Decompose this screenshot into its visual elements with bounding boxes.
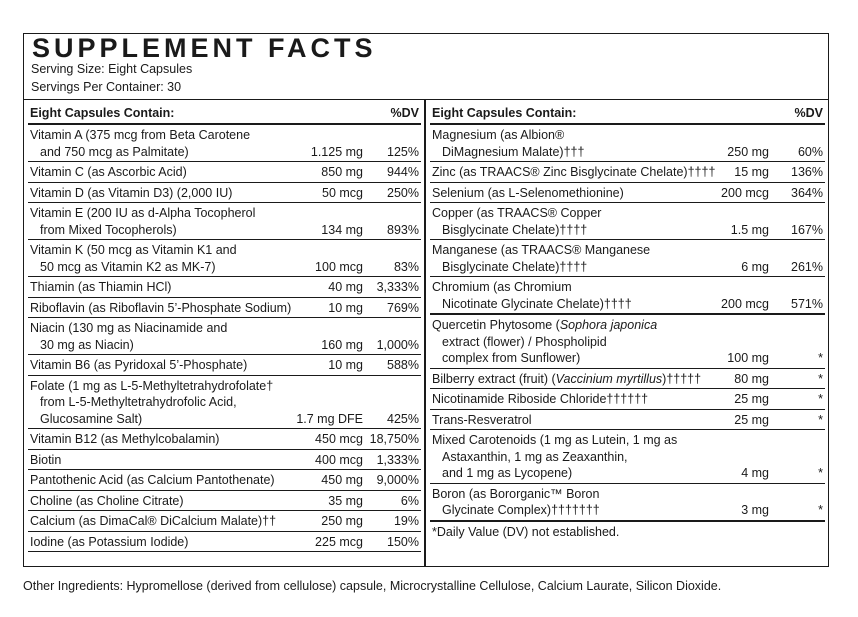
nutrient-name-line: Glucosamine Salt) (40, 411, 143, 426)
nutrient-row (430, 315, 825, 369)
left-column-header (28, 105, 421, 125)
nutrient-amount: 450 mg (321, 473, 363, 487)
nutrient-name-line: Vitamin K (50 mcg as Vitamin K1 and (30, 243, 237, 257)
nutrient-dv: 944% (387, 165, 419, 179)
nutrient-name-line: Folate (1 mg as L-5-Methyltetrahydrofolate† (30, 378, 274, 393)
nutrient-row (28, 511, 421, 532)
nutrient-amount: 40 mg (328, 280, 363, 294)
right-column-header (430, 105, 825, 125)
nutrient-amount: 10 mg (328, 358, 363, 372)
nutrient-row (28, 470, 421, 491)
nutrient-amount: 35 mg (328, 493, 363, 508)
nutrient-name-line: Zinc (as TRAACS® Zinc Bisglycinate Chelate)†††† (432, 165, 716, 179)
nutrient-name-line: Pantothenic Acid (as Calcium Pantothenate) (30, 473, 275, 487)
nutrient-name-line: Biotin (30, 452, 62, 467)
nutrient-row (28, 240, 421, 277)
nutrient-dv: 60% (797, 144, 823, 159)
nutrient-dv: * (818, 503, 823, 517)
nutrient-amount: 1.125 mg (310, 144, 363, 159)
nutrient-row (28, 277, 421, 298)
nutrient-row (28, 355, 421, 376)
nutrient-row (28, 183, 421, 204)
nutrient-name-line: 50 mcg as Vitamin K2 as MK-7) (40, 259, 216, 274)
nutrient-name-line: from L-5-Methyltetrahydrofolic Acid, (40, 395, 237, 409)
nutrient-row (28, 491, 421, 512)
left-contain-header: Eight Capsules Contain: (30, 106, 175, 120)
nutrient-dv: 19% (393, 514, 419, 528)
nutrient-dv: 250% (387, 185, 419, 200)
nutrient-dv: * (818, 371, 823, 386)
nutrient-dv: 167% (791, 222, 823, 237)
nutrient-name-line: Glycinate Complex)††††††† (442, 503, 600, 517)
right-contain-header: Eight Capsules Contain: (432, 106, 577, 120)
nutrient-amount: 134 mg (321, 222, 363, 237)
nutrient-dv: 261% (791, 259, 823, 274)
supplement-facts-panel (23, 33, 829, 567)
nutrient-row (28, 450, 421, 471)
nutrient-amount: 10 mg (328, 300, 363, 315)
nutrient-amount: 850 mg (321, 165, 363, 179)
nutrient-dv: * (818, 392, 823, 406)
nutrient-name-line: Nicotinate Glycinate Chelate)†††† (442, 296, 632, 311)
nutrient-name-line: Vitamin C (as Ascorbic Acid) (30, 165, 187, 179)
nutrient-dv: 769% (387, 300, 419, 315)
dv-footnote: *Daily Value (DV) not established. (432, 524, 620, 539)
nutrient-dv: 83% (393, 259, 419, 274)
nutrient-row (28, 162, 421, 183)
left-dv-header: %DV (390, 106, 419, 120)
nutrient-amount: 25 mg (734, 392, 769, 406)
nutrient-amount: 400 mcg (315, 452, 363, 467)
nutrient-name-line: Trans-Resveratrol (432, 412, 532, 427)
nutrient-row (28, 203, 421, 240)
nutrient-amount: 80 mg (734, 371, 769, 386)
nutrient-name-line: Copper (as TRAACS® Copper (432, 206, 602, 220)
nutrient-name-line: Choline (as Choline Citrate) (30, 493, 184, 508)
nutrient-row (430, 484, 825, 522)
nutrient-name-line: Vitamin B6 (as Pyridoxal 5’-Phosphate) (30, 358, 248, 372)
servings-per-container: Servings Per Container: 30 (31, 80, 182, 94)
nutrient-amount: 6 mg (741, 259, 769, 274)
nutrient-dv: 150% (387, 534, 419, 549)
nutrient-dv: 1,000% (376, 337, 419, 352)
nutrient-name-line: from Mixed Tocopherols) (40, 222, 177, 237)
header-rule (24, 99, 828, 100)
nutrient-name-line: DiMagnesium Malate)††† (442, 144, 585, 159)
nutrient-amount: 250 mg (727, 144, 769, 159)
nutrient-name-line: Quercetin Phytosome (Sophora japonica (432, 318, 658, 332)
nutrient-dv: 588% (387, 358, 419, 372)
panel-title: SUPPLEMENT FACTS (32, 33, 377, 63)
nutrient-name-line: complex from Sunflower) (442, 351, 581, 365)
nutrient-dv: 571% (791, 296, 823, 311)
column-divider (424, 100, 426, 566)
right-dv-header: %DV (794, 106, 823, 120)
nutrient-dv: * (818, 351, 823, 365)
nutrient-row (28, 318, 421, 355)
nutrient-name-line: Riboflavin (as Riboflavin 5’-Phosphate Sodium) (30, 300, 292, 315)
nutrient-name-line: Astaxanthin, 1 mg as Zeaxanthin, (442, 449, 628, 464)
nutrient-amount: 15 mg (734, 165, 769, 179)
nutrient-name-line: and 1 mg as Lycopene) (442, 466, 573, 480)
nutrient-name-line: Calcium (as DimaCal® DiCalcium Malate)†† (30, 514, 277, 528)
nutrient-name-line: Mixed Carotenoids (1 mg as Lutein, 1 mg as (432, 433, 678, 447)
nutrient-amount: 25 mg (734, 412, 769, 427)
nutrient-name-line: Manganese (as TRAACS® Manganese (432, 243, 651, 257)
left-rows (28, 125, 421, 552)
nutrient-name-line: Selenium (as L-Selenomethionine) (432, 185, 624, 200)
left-column (28, 105, 421, 552)
nutrient-name-line: 30 mg as Niacin) (40, 337, 134, 352)
nutrient-name-line: Vitamin D (as Vitamin D3) (2,000 IU) (30, 185, 233, 200)
nutrient-row (430, 389, 825, 410)
nutrient-row (28, 125, 421, 162)
nutrient-name-line: Vitamin B12 (as Methylcobalamin) (30, 432, 220, 446)
nutrient-name-line: Magnesium (as Albion® (432, 128, 565, 142)
nutrient-dv: 9,000% (376, 473, 419, 487)
nutrient-row (430, 369, 825, 390)
nutrient-name-line: Bisglycinate Chelate)†††† (442, 222, 588, 237)
nutrient-dv: 3,333% (376, 280, 419, 294)
nutrient-amount: 3 mg (741, 503, 769, 517)
nutrient-amount: 200 mcg (721, 185, 769, 200)
nutrient-name-line: Vitamin A (375 mcg from Beta Carotene (30, 128, 251, 142)
nutrient-row (28, 298, 421, 319)
nutrient-dv: 136% (791, 165, 823, 179)
nutrient-dv: 18,750% (369, 432, 419, 446)
nutrient-row (430, 410, 825, 431)
nutrient-name-line: extract (flower) / Phospholipid (442, 334, 607, 349)
right-column (430, 105, 825, 540)
nutrient-dv: 6% (400, 493, 419, 508)
nutrient-name-line: Bilberry extract (fruit) (Vaccinium myrtillus)††††† (432, 371, 702, 386)
nutrient-amount: 250 mg (321, 514, 363, 528)
nutrient-row (430, 240, 825, 277)
nutrient-row (430, 162, 825, 183)
nutrient-name-line: Boron (as Bororganic™ Boron (432, 486, 600, 501)
nutrient-dv: * (818, 412, 823, 427)
nutrient-row (430, 203, 825, 240)
nutrient-row (430, 125, 825, 162)
nutrient-name-line: Chromium (as Chromium (432, 280, 572, 294)
nutrient-amount: 100 mcg (315, 259, 363, 274)
nutrient-dv: 125% (387, 144, 419, 159)
nutrient-name-line: Bisglycinate Chelate)†††† (442, 259, 588, 274)
nutrient-name-line: and 750 mcg as Palmitate) (40, 144, 189, 159)
nutrient-row (430, 277, 825, 315)
nutrient-amount: 450 mcg (315, 432, 363, 446)
nutrient-amount: 1.7 mg DFE (296, 411, 363, 426)
nutrient-amount: 225 mcg (315, 534, 363, 549)
nutrient-name-line: Nicotinamide Riboside Chloride†††††† (432, 392, 649, 406)
right-rows (430, 125, 825, 522)
nutrient-row (28, 429, 421, 450)
nutrient-dv: * (818, 466, 823, 480)
nutrient-row (28, 532, 421, 553)
nutrient-dv: 364% (791, 185, 823, 200)
nutrient-name-line: Niacin (130 mg as Niacinamide and (30, 321, 228, 335)
nutrient-row (430, 430, 825, 484)
nutrient-amount: 50 mcg (322, 185, 363, 200)
nutrient-dv: 893% (387, 222, 419, 237)
nutrient-amount: 200 mcg (721, 296, 769, 311)
nutrient-amount: 160 mg (321, 337, 363, 352)
nutrient-amount: 100 mg (727, 351, 769, 365)
nutrient-name-line: Vitamin E (200 IU as d-Alpha Tocopherol (30, 206, 256, 220)
nutrient-name-line: Iodine (as Potassium Iodide) (30, 534, 189, 549)
nutrient-name-line: Thiamin (as Thiamin HCl) (30, 280, 172, 294)
nutrient-amount: 1.5 mg (730, 222, 769, 237)
nutrient-dv: 425% (387, 411, 419, 426)
other-ingredients: Other Ingredients: Hypromellose (derived from cellulose) capsule, Microcrystalline Cellulose, Calcium Laurate, Silicon Dioxide. (23, 579, 722, 593)
nutrient-row (430, 183, 825, 204)
nutrient-row (28, 376, 421, 430)
serving-size: Serving Size: Eight Capsules (31, 62, 193, 76)
nutrient-dv: 1,333% (376, 452, 419, 467)
nutrient-amount: 4 mg (741, 466, 769, 480)
